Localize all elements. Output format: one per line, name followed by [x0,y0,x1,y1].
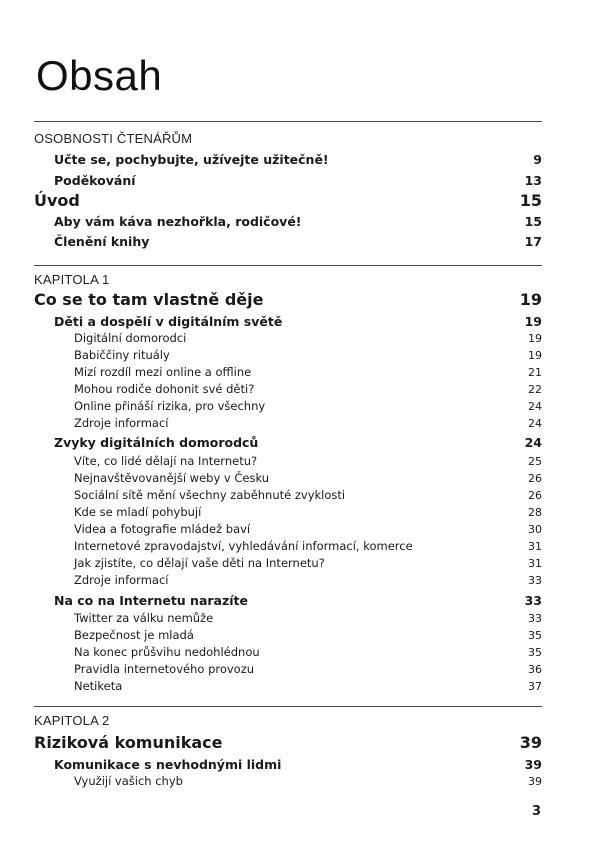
toc-entry-title: Úvod [34,191,80,210]
toc-entry[interactable] [34,471,542,485]
toc-entry-page: 24 [528,417,542,430]
toc-entry-title: Nejnavštěvovanější weby v Česku [74,471,270,485]
toc-entry-page: 26 [528,489,542,502]
toc-entry-title: Online přináší rizika, pro všechny [74,399,266,413]
page-title: Obsah [36,52,163,99]
toc-entry[interactable] [34,573,542,587]
toc-entry-title: Pravidla internetového provozu [74,662,255,676]
toc-entry[interactable] [34,556,542,570]
toc-entry-title: Netiketa [74,679,123,693]
toc-entry[interactable] [34,539,542,553]
toc-entry-page: 9 [533,152,542,167]
toc-entry[interactable] [34,593,542,608]
toc-entry-title: Členění knihy [54,234,150,249]
toc-entry-page: 19 [528,349,542,362]
toc-entry-title: Využijí vašich chyb [74,774,183,788]
toc-entry-title: Sociální sítě mění všechny zaběhnuté zvyklosti [74,488,346,502]
toc-entry-page: 15 [519,191,542,210]
toc-entry[interactable] [34,774,542,788]
toc-entry-title: Víte, co lidé dělají na Internetu? [74,454,258,468]
toc-entry-page: 31 [528,557,542,570]
toc-entry[interactable] [34,454,542,468]
divider [34,121,542,122]
toc-entry-title: OSOBNOSTI ČTENÁŘŮM [34,131,193,146]
toc-entry[interactable] [34,214,542,229]
toc-entry-title: Komunikace s nevhodnými lidmi [54,757,282,772]
toc-entry-page: 24 [524,435,542,450]
toc-entry-page: 15 [524,214,542,229]
toc-entry-page: 31 [528,540,542,553]
toc-entry-title: Riziková komunikace [34,733,223,752]
page-number: 3 [532,804,542,819]
toc-entry-title: Videa a fotografie mládež baví [74,522,251,536]
toc-entry[interactable] [34,713,542,728]
toc-entry[interactable] [34,382,542,396]
toc-entry[interactable] [34,152,542,167]
toc-entry[interactable] [34,488,542,502]
toc-entry[interactable] [34,662,542,676]
toc-entry-page: 13 [524,173,542,188]
toc-entry-page: 24 [528,400,542,413]
toc-entry[interactable] [34,645,542,659]
toc-entry[interactable] [34,365,542,379]
toc-entry-title: Bezpečnost je mladá [74,628,194,642]
toc-entry-page: 39 [519,733,542,752]
toc-entry[interactable] [34,173,542,188]
toc-entry[interactable] [34,331,542,345]
toc-entry-page: 33 [528,574,542,587]
toc-entry-page: 39 [524,757,542,772]
toc-entry-title: Zvyky digitálních domorodců [54,435,259,450]
toc-entry[interactable] [34,314,542,329]
toc-entry[interactable] [34,416,542,430]
toc-entry-page: 22 [528,383,542,396]
toc-entry[interactable] [34,505,542,519]
toc-entry-title: Zdroje informací [74,416,169,430]
toc-entry-title: Na konec průšvihu nedohlédnou [74,645,260,659]
toc-entry-page: 35 [528,646,542,659]
toc-entry-title: Jak zjistíte, co dělají vaše děti na Internetu? [74,556,325,570]
toc-entry-page: 36 [528,663,542,676]
toc-entry-title: Děti a dospělí v digitálním světě [54,314,283,329]
toc-entry-title: Zdroje informací [74,573,169,587]
toc-entry-page: 39 [528,775,542,788]
toc-entry-page: 17 [524,234,542,249]
toc-entry[interactable] [34,628,542,642]
toc-entry-page: 28 [528,506,542,519]
toc-entry[interactable] [34,290,542,309]
toc-entry[interactable] [34,757,542,772]
toc-entry[interactable] [34,522,542,536]
toc-entry-page: 33 [528,612,542,625]
toc-entry-title: Poděkování [54,173,136,188]
divider [34,265,542,266]
toc-entry-page: 25 [528,455,542,468]
toc-entry[interactable] [34,611,542,625]
toc-entry[interactable] [34,191,542,210]
toc-entry[interactable] [34,435,542,450]
toc-entry-title: Mohou rodiče dohonit své děti? [74,382,255,396]
toc-entry[interactable] [34,399,542,413]
toc-entry-title: KAPITOLA 2 [34,713,110,728]
toc-entry-title: Internetové zpravodajství, vyhledávání informací, komerce [74,539,413,553]
toc-entry-page: 35 [528,629,542,642]
toc-entry-title: KAPITOLA 1 [34,272,110,287]
toc-entry-title: Na co na Internetu narazíte [54,593,249,608]
toc-entry[interactable] [34,733,542,752]
toc-entry-title: Učte se, pochybujte, užívejte užitečně! [54,152,329,167]
toc-entry-page: 30 [528,523,542,536]
toc-entry-title: Kde se mladí pohybují [74,505,202,519]
toc-entry-title: Twitter za válku nemůže [74,611,214,625]
toc-entry[interactable] [34,272,542,287]
toc-entry-title: Digitální domorodci [74,331,187,345]
toc-entry-title: Babiččiny rituály [74,348,170,362]
toc-entry-title: Aby vám káva nezhořkla, rodičové! [54,214,302,229]
toc-entry-page: 19 [524,314,542,329]
toc-entry-page: 21 [528,366,542,379]
toc-entry-page: 19 [519,290,542,309]
toc-entry[interactable] [34,131,542,146]
toc-entry-page: 19 [528,332,542,345]
toc-entry[interactable] [34,679,542,693]
toc-entry-page: 37 [528,680,542,693]
toc-entry-page: 26 [528,472,542,485]
toc-entry-page: 33 [524,593,542,608]
toc-entry[interactable] [34,234,542,249]
toc-entry-title: Mizí rozdíl mezi online a offline [74,365,252,379]
toc-entry[interactable] [34,348,542,362]
divider [34,706,542,707]
toc-entry-title: Co se to tam vlastně děje [34,290,264,309]
